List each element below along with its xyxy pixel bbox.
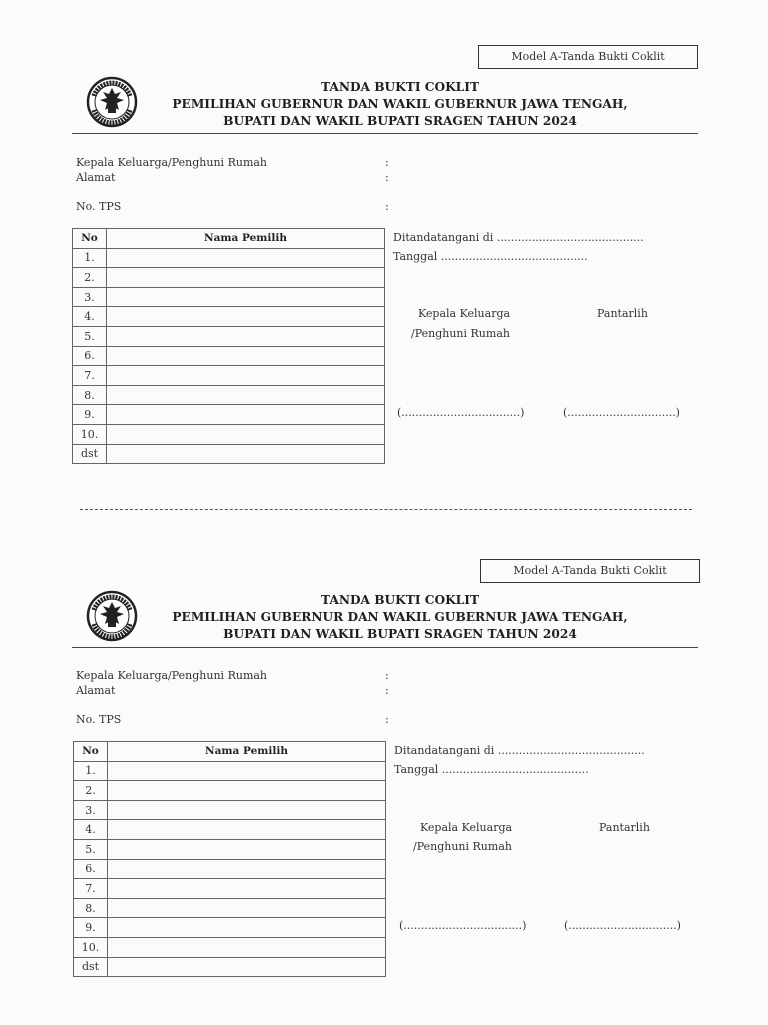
table-row bbox=[74, 820, 386, 840]
row-number: 4. bbox=[73, 307, 107, 327]
colon: : bbox=[385, 171, 389, 184]
row-number: 5. bbox=[73, 326, 107, 346]
title-block bbox=[150, 592, 650, 643]
row-number: 8. bbox=[73, 385, 107, 405]
table-row bbox=[73, 444, 385, 464]
voter-name-cell[interactable] bbox=[108, 839, 386, 859]
signer-left-label-1: Kepala Keluarga bbox=[418, 307, 511, 320]
table-row bbox=[73, 405, 385, 425]
voter-name-cell[interactable] bbox=[108, 957, 386, 977]
voter-name-cell[interactable] bbox=[108, 820, 386, 840]
row-number: 7. bbox=[74, 879, 108, 899]
row-number: 10. bbox=[73, 424, 107, 444]
row-number: dst bbox=[73, 444, 107, 464]
voter-name-cell[interactable] bbox=[107, 424, 385, 444]
form-top bbox=[0, 0, 768, 512]
date-field[interactable]: Tanggal .......................................... bbox=[393, 250, 588, 263]
voter-name-cell[interactable] bbox=[107, 385, 385, 405]
title-block bbox=[150, 79, 650, 130]
row-number: 1. bbox=[73, 248, 107, 268]
colon: : bbox=[385, 713, 389, 726]
table-row bbox=[73, 307, 385, 327]
signer-left-label-2: /Penghuni Rumah bbox=[413, 840, 512, 853]
row-number: 6. bbox=[73, 346, 107, 366]
title-line-3: BUPATI DAN WAKIL BUPATI SRAGEN TAHUN 2024 bbox=[223, 627, 577, 641]
voter-name-cell[interactable] bbox=[107, 444, 385, 464]
row-number: 4. bbox=[74, 820, 108, 840]
voter-name-cell[interactable] bbox=[107, 346, 385, 366]
table-row bbox=[73, 268, 385, 288]
voter-name-cell[interactable] bbox=[108, 859, 386, 879]
row-number: 1. bbox=[74, 761, 108, 781]
row-number: 3. bbox=[73, 287, 107, 307]
table-row bbox=[73, 424, 385, 444]
signer-right-label: Pantarlih bbox=[599, 821, 650, 834]
table-row bbox=[74, 839, 386, 859]
field-head-of-household: Kepala Keluarga/Penghuni Rumah bbox=[76, 156, 268, 169]
row-number: 10. bbox=[74, 937, 108, 957]
colon: : bbox=[385, 669, 389, 682]
title-line-3: BUPATI DAN WAKIL BUPATI SRAGEN TAHUN 2024 bbox=[223, 114, 577, 128]
table-row bbox=[74, 879, 386, 899]
voter-table bbox=[72, 228, 385, 464]
table-header-no: No bbox=[73, 229, 107, 249]
table-header-name: Nama Pemilih bbox=[108, 742, 386, 762]
signature-right[interactable]: (...............................) bbox=[564, 919, 681, 932]
row-number: 9. bbox=[74, 918, 108, 938]
table-row bbox=[73, 287, 385, 307]
colon: : bbox=[385, 684, 389, 697]
table-row bbox=[73, 248, 385, 268]
kpu-logo-icon bbox=[86, 590, 138, 642]
signed-at-field[interactable]: Ditandatangani di .......................................... bbox=[394, 744, 645, 757]
voter-name-cell[interactable] bbox=[107, 326, 385, 346]
signature-left[interactable]: (..................................) bbox=[397, 406, 525, 419]
voter-name-cell[interactable] bbox=[108, 898, 386, 918]
voter-name-cell[interactable] bbox=[107, 307, 385, 327]
voter-name-cell[interactable] bbox=[108, 781, 386, 801]
field-tps: No. TPS bbox=[76, 713, 122, 726]
table-row bbox=[74, 898, 386, 918]
signed-at-field[interactable]: Ditandatangani di .......................................... bbox=[393, 231, 644, 244]
table-row bbox=[74, 859, 386, 879]
signature-right[interactable]: (...............................) bbox=[563, 406, 680, 419]
table-header-name: Nama Pemilih bbox=[107, 229, 385, 249]
voter-name-cell[interactable] bbox=[108, 937, 386, 957]
voter-name-cell[interactable] bbox=[107, 366, 385, 386]
voter-table bbox=[73, 741, 386, 977]
voter-name-cell[interactable] bbox=[108, 800, 386, 820]
voter-name-cell[interactable] bbox=[108, 918, 386, 938]
header-rule bbox=[72, 647, 698, 648]
row-number: 5. bbox=[74, 839, 108, 859]
row-number: dst bbox=[74, 957, 108, 977]
signer-right-label: Pantarlih bbox=[597, 307, 648, 320]
title-line-2: PEMILIHAN GUBERNUR DAN WAKIL GUBERNUR JAWA TENGAH, bbox=[172, 610, 628, 624]
header-rule bbox=[72, 133, 698, 134]
signer-left-label-1: Kepala Keluarga bbox=[420, 821, 513, 834]
row-number: 7. bbox=[73, 366, 107, 386]
voter-name-cell[interactable] bbox=[107, 268, 385, 288]
signature-left[interactable]: (..................................) bbox=[399, 919, 527, 932]
title-line-1: TANDA BUKTI COKLIT bbox=[320, 593, 480, 607]
title-line-1: TANDA BUKTI COKLIT bbox=[320, 80, 480, 94]
colon: : bbox=[385, 200, 389, 213]
row-number: 6. bbox=[74, 859, 108, 879]
cut-line bbox=[80, 509, 692, 510]
table-row bbox=[73, 385, 385, 405]
voter-name-cell[interactable] bbox=[108, 761, 386, 781]
model-label: Model A-Tanda Bukti Coklit bbox=[478, 45, 698, 69]
voter-name-cell[interactable] bbox=[108, 879, 386, 899]
table-row bbox=[74, 781, 386, 801]
row-number: 3. bbox=[74, 800, 108, 820]
table-row bbox=[74, 937, 386, 957]
table-row bbox=[73, 346, 385, 366]
field-address: Alamat bbox=[76, 684, 116, 697]
table-row bbox=[73, 326, 385, 346]
signer-left-label-2: /Penghuni Rumah bbox=[411, 327, 510, 340]
title-line-2: PEMILIHAN GUBERNUR DAN WAKIL GUBERNUR JAWA TENGAH, bbox=[172, 97, 628, 111]
form-bottom bbox=[0, 513, 768, 1025]
date-field[interactable]: Tanggal .......................................... bbox=[394, 763, 589, 776]
model-label: Model A-Tanda Bukti Coklit bbox=[480, 559, 700, 583]
row-number: 9. bbox=[73, 405, 107, 425]
table-row bbox=[74, 957, 386, 977]
colon: : bbox=[385, 156, 389, 169]
field-tps: No. TPS bbox=[76, 200, 122, 213]
table-row bbox=[74, 800, 386, 820]
voter-name-cell[interactable] bbox=[107, 405, 385, 425]
table-header-no: No bbox=[74, 742, 108, 762]
field-head-of-household: Kepala Keluarga/Penghuni Rumah bbox=[76, 669, 268, 682]
row-number: 2. bbox=[74, 781, 108, 801]
voter-name-cell[interactable] bbox=[107, 248, 385, 268]
table-row bbox=[73, 366, 385, 386]
kpu-logo-icon bbox=[86, 76, 138, 128]
voter-name-cell[interactable] bbox=[107, 287, 385, 307]
table-row bbox=[74, 761, 386, 781]
row-number: 2. bbox=[73, 268, 107, 288]
table-row bbox=[74, 918, 386, 938]
field-address: Alamat bbox=[76, 171, 116, 184]
row-number: 8. bbox=[74, 898, 108, 918]
